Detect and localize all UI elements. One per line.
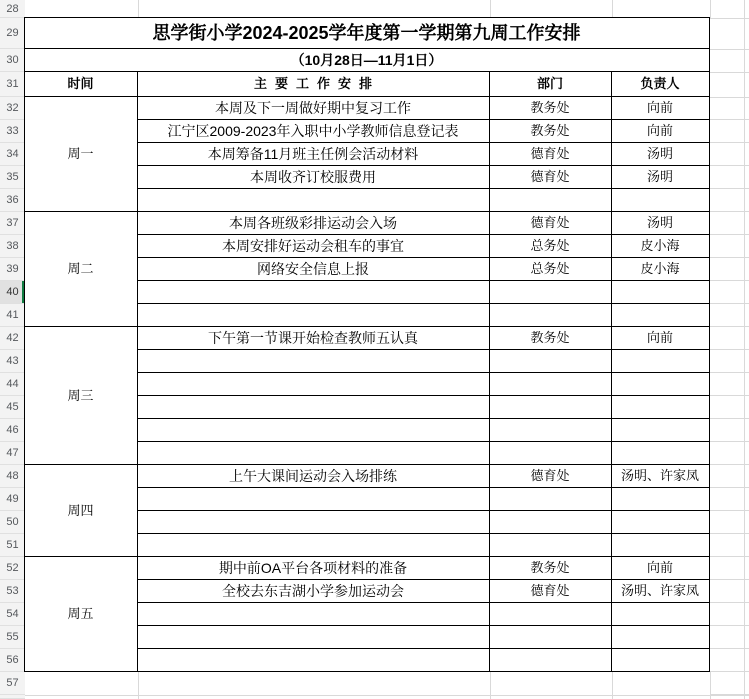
table-title-cell[interactable]: 思学街小学2024-2025学年度第一学期第九周工作安排 [25,18,710,49]
dept-cell[interactable]: 德育处 [490,212,612,235]
work-cell[interactable] [138,511,490,534]
work-cell[interactable]: 网络安全信息上报 [138,258,490,281]
gridline [710,18,749,19]
day-cell-friday[interactable]: 周五 [25,557,138,672]
row-header-47[interactable]: 47 [0,442,25,465]
row-header-44[interactable]: 44 [0,373,25,396]
gridline-strip [710,97,749,695]
row-header-50[interactable]: 50 [0,511,25,534]
person-cell[interactable]: 汤明 [612,212,710,235]
person-cell[interactable] [612,396,710,419]
work-cell[interactable]: 江宁区2009-2023年入职中小学教师信息登记表 [138,120,490,143]
dept-cell[interactable] [490,511,612,534]
row-header-32[interactable]: 32 [0,97,25,120]
person-cell[interactable] [612,442,710,465]
gridline [138,0,139,18]
day-cell-wednesday[interactable]: 周三 [25,327,138,465]
row-header-45[interactable]: 45 [0,396,25,419]
dept-cell[interactable] [490,419,612,442]
row-header-35[interactable]: 35 [0,166,25,189]
gridline [710,0,711,18]
person-cell[interactable]: 向前 [612,120,710,143]
row-header-31[interactable]: 31 [0,72,25,97]
dept-cell[interactable]: 总务处 [490,258,612,281]
work-cell[interactable]: 本周收齐订校服费用 [138,166,490,189]
row-header-37[interactable]: 37 [0,212,25,235]
row-header-54[interactable]: 54 [0,603,25,626]
row-header-34[interactable]: 34 [0,143,25,166]
table-subtitle-cell[interactable]: （10月28日—11月1日） [25,49,710,72]
person-cell[interactable]: 汤明、许家凤 [612,580,710,603]
person-cell[interactable]: 汤明 [612,166,710,189]
row-header-40[interactable] [0,281,25,304]
row-header-46[interactable]: 46 [0,419,25,442]
dept-cell[interactable] [490,304,612,327]
person-cell[interactable] [612,603,710,626]
gridline [490,0,491,18]
dept-cell[interactable]: 教务处 [490,97,612,120]
work-cell[interactable] [138,626,490,649]
dept-cell[interactable]: 教务处 [490,327,612,350]
work-schedule-table [24,17,710,672]
row-header-30[interactable]: 30 [0,49,25,72]
work-cell[interactable]: 期中前OA平台各项材料的准备 [138,557,490,580]
work-cell[interactable] [138,488,490,511]
work-cell[interactable]: 本周安排好运动会租车的事宜 [138,235,490,258]
work-cell[interactable] [138,396,490,419]
row-header-51[interactable]: 51 [0,534,25,557]
row-header-52[interactable]: 52 [0,557,25,580]
person-cell[interactable] [612,373,710,396]
person-cell[interactable] [612,304,710,327]
work-cell[interactable]: 本周各班级彩排运动会入场 [138,212,490,235]
dept-cell[interactable] [490,488,612,511]
day-cell-tuesday[interactable]: 周二 [25,212,138,327]
person-cell[interactable]: 汤明、许家凤 [612,465,710,488]
row-header-56[interactable]: 56 [0,649,25,672]
work-cell[interactable] [138,649,490,672]
dept-cell[interactable] [490,396,612,419]
header-dept[interactable]: 部门 [490,72,612,97]
row-header-58-partial[interactable] [0,695,25,699]
day-cell-monday[interactable]: 周一 [25,97,138,212]
header-time[interactable]: 时间 [25,72,138,97]
row-header-33[interactable]: 33 [0,120,25,143]
gridline [25,695,749,696]
row-header-43[interactable]: 43 [0,350,25,373]
gridline [710,72,749,73]
person-cell[interactable] [612,488,710,511]
work-cell[interactable] [138,304,490,327]
dept-cell[interactable]: 德育处 [490,143,612,166]
work-cell[interactable]: 上午大课间运动会入场排练 [138,465,490,488]
work-cell[interactable] [138,281,490,304]
dept-cell[interactable] [490,649,612,672]
dept-cell[interactable] [490,442,612,465]
dept-cell[interactable] [490,534,612,557]
dept-cell[interactable]: 教务处 [490,120,612,143]
person-cell[interactable] [612,350,710,373]
row-header-49[interactable]: 49 [0,488,25,511]
row-header-53[interactable]: 53 [0,580,25,603]
dept-cell[interactable]: 德育处 [490,465,612,488]
dept-cell[interactable]: 教务处 [490,557,612,580]
work-cell[interactable] [138,189,490,212]
person-cell[interactable] [612,419,710,442]
row-header-40-label: 40 [6,286,19,298]
person-cell[interactable] [612,534,710,557]
work-cell[interactable] [138,373,490,396]
dept-cell[interactable]: 德育处 [490,580,612,603]
dept-cell[interactable]: 德育处 [490,166,612,189]
dept-cell[interactable] [490,373,612,396]
dept-cell[interactable] [490,189,612,212]
header-work[interactable]: 主要工作安排 [138,72,490,97]
person-cell[interactable] [612,649,710,672]
work-cell[interactable]: 全校去东吉湖小学参加运动会 [138,580,490,603]
work-cell[interactable] [138,603,490,626]
person-cell[interactable] [612,511,710,534]
day-cell-thursday[interactable]: 周四 [25,465,138,557]
person-cell[interactable]: 向前 [612,327,710,350]
row-header-36[interactable]: 36 [0,189,25,212]
row-header-39[interactable]: 39 [0,258,25,281]
person-cell[interactable]: 向前 [612,97,710,120]
row-header-57[interactable]: 57 [0,672,25,695]
header-person[interactable]: 负责人 [612,72,710,97]
work-cell[interactable] [138,350,490,373]
row-header-42[interactable]: 42 [0,327,25,350]
work-cell[interactable]: 本周及下一周做好期中复习工作 [138,97,490,120]
row-header-29[interactable]: 29 [0,18,25,49]
dept-cell[interactable] [490,350,612,373]
gridline [612,0,613,18]
work-cell[interactable] [138,442,490,465]
row-header-41[interactable]: 41 [0,304,25,327]
person-cell[interactable] [612,626,710,649]
work-cell[interactable] [138,419,490,442]
person-cell[interactable] [612,281,710,304]
work-cell[interactable] [138,534,490,557]
person-cell[interactable]: 皮小海 [612,235,710,258]
dept-cell[interactable] [490,603,612,626]
dept-cell[interactable]: 总务处 [490,235,612,258]
dept-cell[interactable] [490,626,612,649]
gridline [710,49,749,50]
person-cell[interactable] [612,189,710,212]
row-header-48[interactable]: 48 [0,465,25,488]
row-header-38[interactable]: 38 [0,235,25,258]
person-cell[interactable]: 汤明 [612,143,710,166]
work-cell[interactable]: 本周筹备11月班主任例会活动材料 [138,143,490,166]
row-header-28[interactable]: 28 [0,0,25,18]
work-cell[interactable]: 下午第一节课开始检查教师五认真 [138,327,490,350]
row-header-gutter [0,0,25,699]
person-cell[interactable]: 向前 [612,557,710,580]
person-cell[interactable]: 皮小海 [612,258,710,281]
dept-cell[interactable] [490,281,612,304]
row-header-55[interactable]: 55 [0,626,25,649]
